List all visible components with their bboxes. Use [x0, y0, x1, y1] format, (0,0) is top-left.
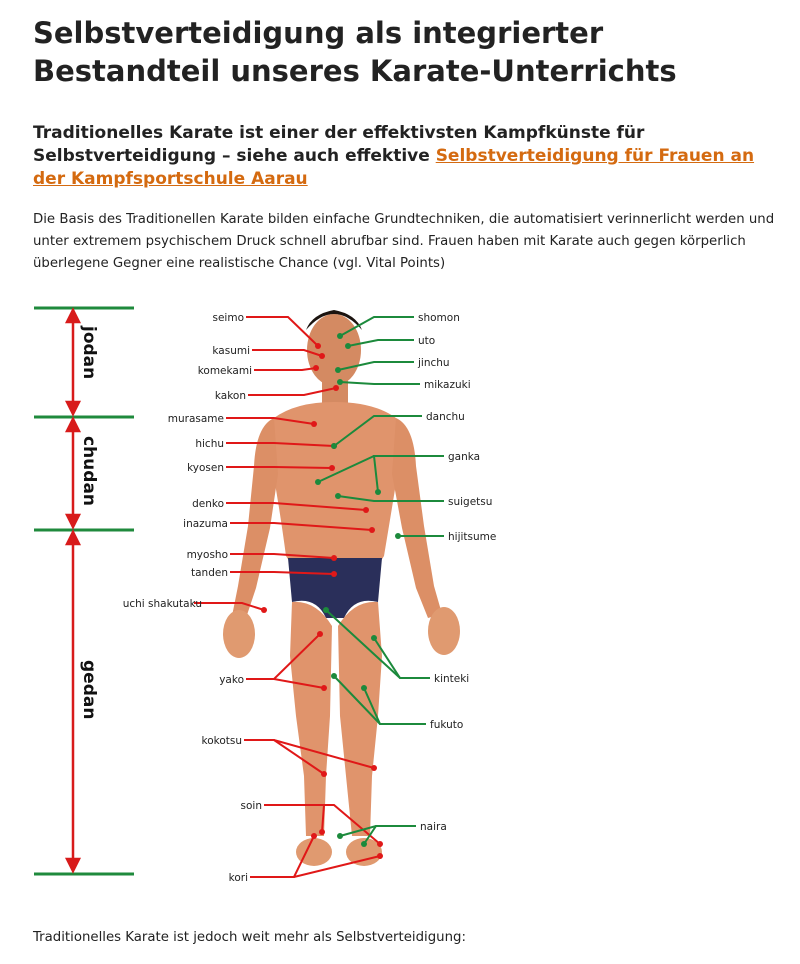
label-inazuma: inazuma [183, 518, 228, 530]
label-kori: kori [228, 872, 248, 884]
label-murasame: murasame [167, 413, 224, 425]
label-yako: yako [219, 674, 244, 686]
label-myosho: myosho [186, 549, 228, 561]
body-silhouette [223, 310, 460, 866]
page-title-line-2: Bestandteil unseres Karate-Unterrichts [33, 54, 677, 88]
label-shomon: shomon [418, 312, 460, 324]
label-mikazuki: mikazuki [424, 379, 471, 391]
vital-points-diagram [34, 296, 502, 886]
page-title-line-1: Selbstverteidigung als integrierter [33, 16, 604, 50]
subheading [33, 122, 773, 191]
label-kyosen: kyosen [187, 462, 224, 474]
zone-label-chudan: chudan [79, 436, 99, 507]
label-hijitsume: hijitsume [448, 531, 497, 543]
label-uto: uto [418, 335, 436, 347]
intro-paragraph: Die Basis des Traditionellen Karate bilden einfache Grundtechniken, die automatisiert verinnerlicht werden und unter extremem psychischem Druck schnell abrufbar sind. Frauen haben mit Karate auch gegen körperlich überlegene Gegner eine realistische Chance (vgl. Vital Points) [33, 212, 775, 271]
zone-label-jodan: jodan [79, 326, 99, 380]
label-komekami: komekami [197, 365, 252, 377]
self-defense-women-link[interactable]: Selbstverteidigung für Frauen an der Kampfsportschule Aarau [33, 146, 755, 189]
subheading-text: Traditionelles Karate ist einer der effektivsten Kampfkünste für Selbstverteidigung – siehe auch effektive [33, 123, 645, 166]
label-kinteki: kinteki [434, 673, 470, 685]
label-soin: soin [240, 800, 262, 812]
label-denko: denko [192, 498, 224, 510]
label-fukuto: fukuto [430, 719, 464, 731]
page-title [33, 14, 773, 90]
label-jinchu: jinchu [418, 357, 450, 369]
zone-label-gedan: gedan [79, 660, 99, 720]
label-uchi-shakutaku: uchi shakutaku [122, 598, 202, 610]
label-naira: naira [420, 821, 447, 833]
label-kasumi: kasumi [212, 345, 250, 357]
label-kokotsu: kokotsu [201, 735, 242, 747]
label-danchu: danchu [426, 411, 465, 423]
label-ganka: ganka [448, 451, 481, 463]
label-hichu: hichu [195, 438, 224, 450]
label-tanden: tanden [191, 567, 228, 579]
zone-markers [34, 308, 134, 874]
label-kakon: kakon [214, 390, 246, 402]
label-suigetsu: suigetsu [448, 496, 493, 508]
footer-text: Traditionelles Karate ist jedoch weit mehr als Selbstverteidigung: [33, 930, 466, 945]
vital-points-figure [34, 296, 502, 886]
label-seimo: seimo [212, 312, 244, 324]
